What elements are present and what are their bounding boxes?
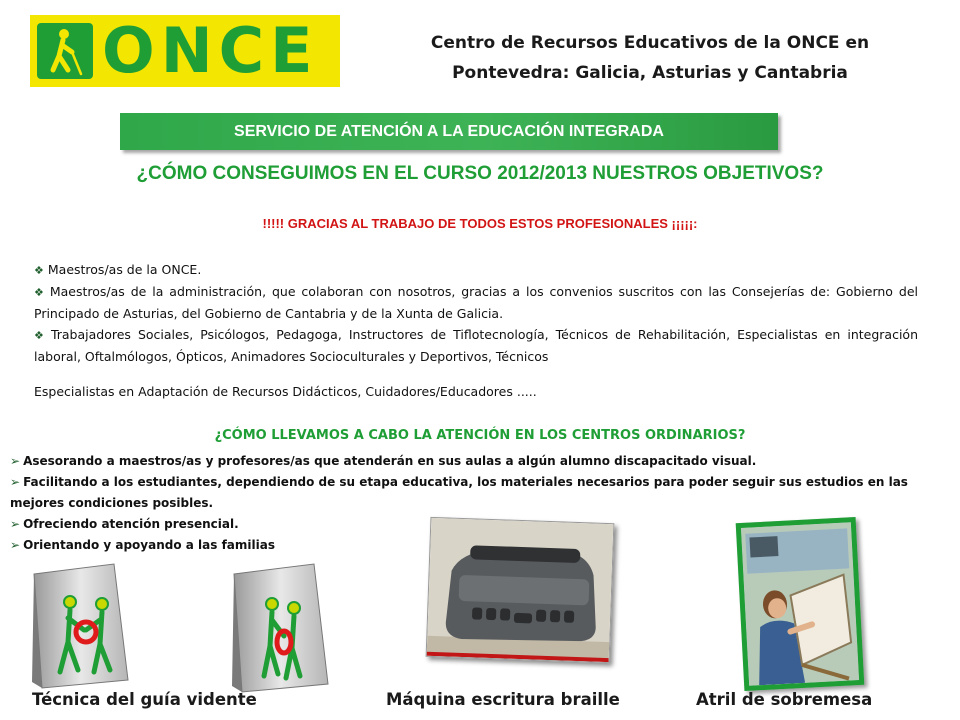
title-line-1: Centro de Recursos Educativos de la ONCE en — [430, 33, 870, 53]
list-item: ➢ Facilitando a los estudiantes, dependiendo de su etapa educativa, los materiales necesarios para poder seguir sus estudios en las mejores condiciones posibles. — [10, 475, 908, 510]
list-item-continuation: Especialistas en Adaptación de Recursos Didácticos, Cuidadores/Educadores ..... — [34, 384, 537, 399]
list-item: ➢ Asesorando a maestros/as y profesores/as que atenderán en sus aulas a algún alumno discapacitado visual. — [10, 454, 757, 468]
title-line-2: Pontevedra: Galicia, Asturias y Cantabria — [452, 63, 848, 83]
once-logo — [30, 15, 340, 87]
page-title — [360, 28, 940, 88]
list-item: ❖ Maestros/as de la ONCE. — [34, 262, 202, 277]
list-item: ❖ Maestros/as de la administración, que colaboran con nosotros, gracias a los convenios suscritos con las Consejerías de: Gobierno del Principado de Asturias, del Gobierno de Cantabria y de la Xunta de Galicia. — [34, 284, 918, 321]
arrow-bullet-icon: ➢ — [10, 538, 21, 552]
walking-person-cane-icon — [37, 23, 93, 79]
desktop-easel-photo — [736, 517, 865, 691]
once-wordmark: ONCE — [102, 14, 319, 87]
braille-typewriter-photo — [426, 517, 615, 663]
braille-caption: Máquina escritura braille — [386, 690, 620, 709]
arrow-bullet-icon: ➢ — [10, 517, 21, 531]
list-item: ➢ Ofreciendo atención presencial. — [10, 517, 239, 531]
sighted-guide-card-1 — [28, 560, 138, 690]
easel-caption: Atril de sobremesa — [696, 690, 873, 709]
care-question-heading: ¿CÓMO LLEVAMOS A CABO LA ATENCIÓN EN LOS CENTROS ORDINARIOS? — [214, 428, 746, 443]
service-banner: SERVICIO DE ATENCIÓN A LA EDUCACIÓN INTEGRADA — [120, 113, 778, 150]
list-item: ➢ Orientando y apoyando a las familias — [10, 538, 275, 552]
list-item: ❖ Trabajadores Sociales, Psicólogos, Pedagoga, Instructores de Tiflotecnología, Técnicos de Rehabilitación, Especialistas en integración laboral, Oftalmólogos, Ópticos, Animadores Socioculturales y Deportivos, Técnicos — [34, 327, 918, 364]
staff-list — [34, 259, 918, 402]
main-question-heading: ¿CÓMO CONSEGUIMOS EN EL CURSO 2012/2013 NUESTROS OBJETIVOS? — [136, 163, 824, 184]
diamond-bullet-icon: ❖ — [34, 286, 46, 299]
diamond-bullet-icon: ❖ — [34, 329, 47, 342]
diamond-bullet-icon: ❖ — [34, 264, 44, 277]
arrow-bullet-icon: ➢ — [10, 475, 21, 489]
guide-caption: Técnica del guía vidente — [32, 690, 257, 709]
arrow-bullet-icon: ➢ — [10, 454, 21, 468]
sighted-guide-card-2 — [228, 560, 338, 695]
thanks-line: !!!!! GRACIAS AL TRABAJO DE TODOS ESTOS PROFESIONALES ¡¡¡¡¡: — [262, 216, 698, 231]
